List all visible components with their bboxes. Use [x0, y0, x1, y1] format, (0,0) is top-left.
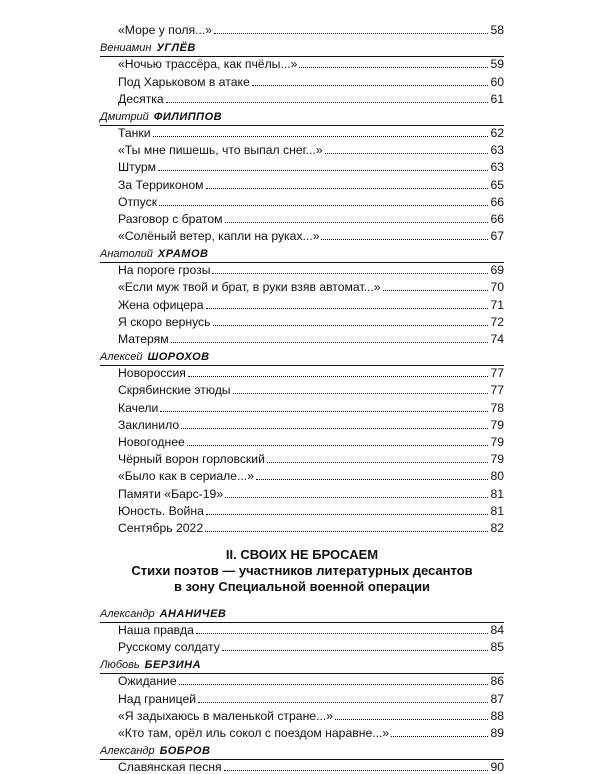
dot-leader	[159, 205, 488, 206]
toc-entry	[100, 483, 504, 500]
entry-title: Чёрный ворон горловский	[118, 452, 265, 467]
toc-entry	[100, 157, 504, 174]
entry-title: Жена офицера	[118, 297, 204, 312]
entry-title: Заклинило	[118, 417, 180, 432]
dot-leader	[166, 102, 488, 103]
entry-page-number: 71	[490, 297, 504, 312]
entry-title: Сентябрь 2022	[118, 520, 204, 535]
dot-leader	[222, 650, 488, 651]
entry-title: Десятка	[118, 91, 164, 106]
author-family-name: БЕРЗИНА	[144, 659, 202, 672]
author-given-name: Алексей	[100, 351, 143, 363]
dot-leader	[252, 85, 488, 86]
dot-leader	[198, 702, 488, 703]
toc-entry	[100, 501, 504, 518]
toc-entry	[100, 20, 504, 37]
entry-page-number: 81	[490, 486, 504, 501]
author-heading	[100, 243, 504, 260]
toc-entry	[100, 671, 504, 688]
entry-page-number: 67	[490, 229, 504, 244]
entry-title: Я скоро вернусь	[118, 314, 211, 329]
entry-title: Матерям	[118, 332, 169, 346]
entry-title: Наша правда	[118, 623, 194, 638]
toc-entry	[100, 329, 504, 346]
entry-title: «Если муж твой и брат, в руки взяв автомат...»	[118, 280, 381, 295]
toc-entry	[100, 620, 504, 637]
toc-entry	[100, 397, 504, 414]
entry-page-number: 63	[490, 160, 504, 175]
author-family-name: ХРАМОВ	[157, 248, 209, 261]
author-given-name: Анатолий	[100, 248, 153, 261]
entry-page-number: 74	[490, 332, 504, 346]
toc-entry	[100, 518, 504, 535]
toc-entry	[100, 723, 504, 740]
dot-leader	[153, 136, 488, 137]
entry-page-number: 62	[490, 125, 504, 140]
author-heading	[100, 37, 504, 54]
entry-title: Юность. Война	[118, 503, 204, 518]
dot-leader	[299, 67, 488, 68]
entry-title: Штурм	[118, 160, 157, 175]
entry-page-number: 77	[490, 383, 504, 398]
entry-page-number: 82	[490, 520, 504, 535]
toc-entry	[100, 294, 504, 311]
toc-entry	[100, 449, 504, 466]
entry-page-number: 88	[490, 708, 504, 723]
entry-title: «Было как в сериале...»	[118, 469, 254, 484]
toc-entry	[100, 54, 504, 71]
entry-title: «Я задыхаюсь в маленькой стране...»	[118, 708, 334, 723]
toc-entry	[100, 123, 504, 140]
entry-title: Русскому солдату	[118, 640, 220, 655]
toc-entry	[100, 71, 504, 88]
entry-page-number: 65	[490, 177, 504, 192]
toc-entry	[100, 192, 504, 209]
entry-page-number: 79	[490, 434, 504, 449]
dot-leader	[179, 684, 488, 685]
author-family-name: АНАНИЧЕВ	[159, 607, 227, 620]
toc-entry	[100, 226, 504, 243]
toc-entry	[100, 89, 504, 106]
entry-page-number: 84	[490, 623, 504, 638]
entry-page-number: 58	[490, 23, 504, 38]
dot-leader	[391, 736, 488, 737]
dot-leader	[321, 239, 488, 240]
toc-entry	[100, 260, 504, 277]
dot-leader	[256, 479, 488, 480]
author-family-name: ФИЛИППОВ	[153, 110, 223, 123]
author-given-name: Любовь	[100, 659, 140, 672]
entry-page-number: 66	[490, 211, 504, 226]
entry-page-number: 63	[490, 143, 504, 158]
entry-title: За Терриконом	[118, 177, 204, 192]
entry-page-number: 87	[490, 691, 504, 706]
author-family-name: БОБРОВ	[159, 745, 211, 757]
entry-title: Скрябинские этюды	[118, 383, 231, 398]
entry-title: «Ты мне пишешь, что выпал снег...»	[118, 143, 323, 158]
dot-leader	[206, 188, 488, 189]
entry-page-number: 59	[490, 57, 504, 72]
dot-leader	[205, 531, 488, 532]
entry-title: Новороссия	[118, 366, 186, 381]
dot-leader	[214, 33, 488, 34]
section-title: II. СВОИХ НЕ БРОСАЕМ	[225, 546, 379, 562]
dot-leader	[206, 308, 488, 309]
author-given-name: Вениамин	[100, 42, 152, 55]
entry-title: Отпуск	[118, 194, 158, 209]
dot-leader	[213, 325, 489, 326]
entry-page-number: 72	[490, 314, 504, 329]
dot-leader	[160, 411, 488, 412]
toc-entry	[100, 432, 504, 449]
entry-page-number: 66	[490, 194, 504, 209]
toc-entry	[100, 706, 504, 723]
author-heading	[100, 603, 504, 620]
dot-leader	[181, 428, 488, 429]
dot-leader	[383, 290, 488, 291]
section-subtitle-line-2: в зону Специальной военной операции	[173, 578, 431, 594]
dot-leader	[225, 497, 488, 498]
entry-title: «Солёный ветер, капли на руках...»	[118, 229, 320, 244]
entry-title: Под Харьковом в атаке	[118, 74, 250, 89]
dot-leader	[196, 633, 488, 634]
author-given-name: Александр	[100, 745, 155, 757]
author-heading	[100, 740, 504, 757]
author-given-name: Дмитрий	[100, 110, 149, 123]
dot-leader	[212, 273, 488, 274]
author-heading	[100, 106, 504, 123]
toc-entry	[100, 363, 504, 380]
toc-entry	[100, 140, 504, 157]
entry-page-number: 85	[490, 640, 504, 655]
entry-page-number: 81	[490, 503, 504, 518]
entry-page-number: 80	[490, 469, 504, 484]
entry-page-number: 69	[490, 263, 504, 278]
dot-leader	[158, 170, 488, 171]
entry-title: «Море у поля...»	[118, 23, 213, 38]
section-subtitle-line-1: Стихи поэтов — участников литературных десантов	[131, 562, 473, 578]
dot-leader	[267, 462, 488, 463]
entry-title: Памяти «Барс-19»	[118, 486, 224, 501]
entry-page-number: 77	[490, 366, 504, 381]
toc-entry	[100, 380, 504, 397]
entry-title: «Ночью трассёра, как пчёлы...»	[118, 57, 298, 72]
entry-title: Разговор с братом	[118, 211, 223, 226]
dot-leader	[225, 222, 488, 223]
entry-page-number: 79	[490, 452, 504, 467]
entry-page-number: 90	[490, 760, 504, 774]
toc-entry	[100, 637, 504, 654]
toc-entry	[100, 757, 504, 774]
author-family-name: УГЛЁВ	[156, 42, 196, 55]
entry-title: Танки	[118, 125, 151, 140]
dot-leader	[188, 376, 488, 377]
toc-entry	[100, 466, 504, 483]
entry-page-number: 79	[490, 417, 504, 432]
toc-entry	[100, 312, 504, 329]
entry-page-number: 70	[490, 280, 504, 295]
entry-page-number: 61	[490, 91, 504, 106]
entry-page-number: 89	[490, 726, 504, 740]
entry-title: На пороге грозы	[118, 263, 211, 278]
author-heading	[100, 654, 504, 671]
toc-entry	[100, 688, 504, 705]
entry-title: Над границей	[118, 691, 197, 706]
author-given-name: Александр	[100, 607, 155, 620]
entry-title: «Кто там, орёл иль сокол с поездом наравне...»	[118, 726, 390, 740]
entry-title: Ожидание	[118, 674, 177, 689]
entry-title: Славянская песня	[118, 760, 222, 774]
dot-leader	[187, 445, 488, 446]
toc-entry	[100, 277, 504, 294]
toc-entry	[100, 174, 504, 191]
author-heading	[100, 346, 504, 363]
dot-leader	[171, 342, 488, 343]
dot-leader	[325, 153, 488, 154]
dot-leader	[233, 393, 488, 394]
section-header	[100, 547, 504, 595]
entry-title: Качели	[118, 400, 159, 415]
entry-page-number: 78	[490, 400, 504, 415]
entry-page-number: 86	[490, 674, 504, 689]
entry-page-number: 60	[490, 74, 504, 89]
author-family-name: ШОРОХОВ	[147, 351, 210, 363]
toc-entry	[100, 415, 504, 432]
entry-title: Новогоднее	[118, 434, 185, 449]
dot-leader	[224, 770, 488, 771]
dot-leader	[335, 719, 488, 720]
toc-entry	[100, 209, 504, 226]
dot-leader	[206, 514, 488, 515]
